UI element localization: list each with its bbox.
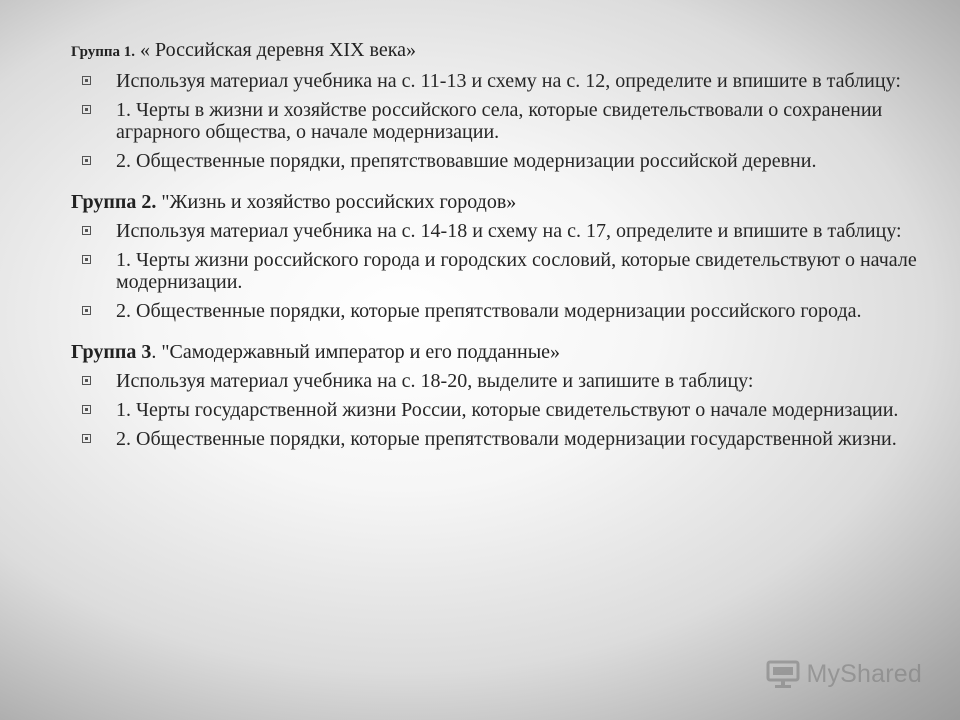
list-item: [71, 249, 921, 293]
list-item-text: Используя материал учебника на с. 14-18 и схему на с. 17, определите и впишите в таблицу:: [116, 220, 902, 242]
square-bullet-icon: [82, 376, 91, 385]
square-bullet-icon: [82, 226, 91, 235]
list-item: [71, 399, 921, 421]
list-item: [71, 99, 921, 143]
group-1-title: « Российская деревня XIX века»: [135, 39, 416, 61]
list-item-text: 1. Черты жизни российского города и городских сословий, которые свидетельствуют о начале модернизации.: [116, 249, 917, 293]
square-bullet-icon: [82, 255, 91, 264]
list-item: [71, 300, 921, 322]
list-item: [71, 220, 921, 242]
square-bullet-icon: [82, 306, 91, 315]
group-2: [71, 190, 921, 322]
list-item-text: Используя материал учебника на с. 11-13 и схему на с. 12, определите и впишите в таблицу:: [116, 70, 901, 92]
group-2-label: Группа 2.: [71, 191, 157, 213]
group-1-label: Группа 1.: [71, 44, 136, 60]
group-3: [71, 340, 921, 450]
list-item: [71, 370, 921, 392]
list-item: [71, 70, 921, 92]
square-bullet-icon: [82, 405, 91, 414]
presentation-screen-icon: [766, 658, 800, 690]
list-item-text: 1. Черты в жизни и хозяйстве российского села, которые свидетельствовали о сохранении аграрного общества, о начале модернизации.: [116, 99, 883, 143]
list-item-text: 2. Общественные порядки, которые препятствовали модернизации российского города.: [116, 300, 862, 322]
list-item-text: Используя материал учебника на с. 18-20, выделите и запишите в таблицу:: [116, 370, 754, 392]
group-1: [71, 38, 921, 172]
watermark: [766, 658, 922, 690]
square-bullet-icon: [82, 156, 91, 165]
group-3-heading: [71, 340, 921, 364]
square-bullet-icon: [82, 76, 91, 85]
square-bullet-icon: [82, 105, 91, 114]
watermark-text: MyShared: [806, 659, 922, 688]
list-item-text: 2. Общественные порядки, препятствовавшие модернизации российской деревни.: [116, 150, 817, 172]
square-bullet-icon: [82, 434, 91, 443]
group-1-heading: [71, 38, 921, 64]
group-3-title: . "Самодержавный император и его подданные»: [151, 341, 561, 363]
group-2-title: "Жизнь и хозяйство российских городов»: [156, 191, 517, 213]
group-3-label: Группа 3: [71, 341, 152, 363]
list-item-text: 2. Общественные порядки, которые препятствовали модернизации государственной жизни.: [116, 428, 897, 450]
list-item-text: 1. Черты государственной жизни России, которые свидетельствуют о начале модернизации.: [116, 399, 899, 421]
list-item: [71, 428, 921, 450]
list-item: [71, 150, 921, 172]
slide-content: [71, 38, 921, 468]
group-2-heading: [71, 190, 921, 214]
